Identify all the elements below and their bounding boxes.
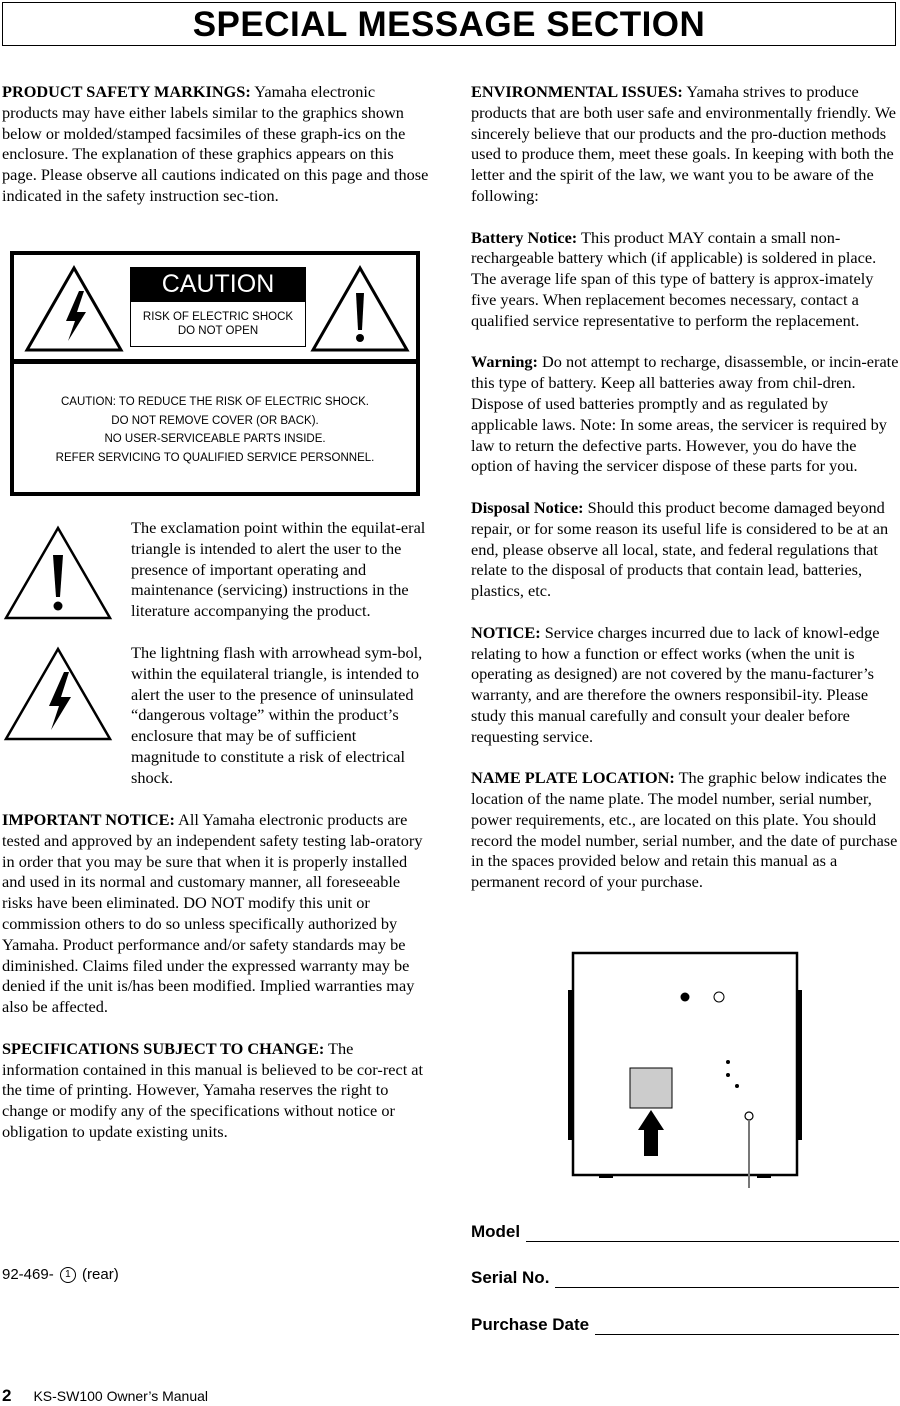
header-box xyxy=(2,2,896,46)
caution-subtitle-line-1: RISK OF ELECTRIC SHOCK xyxy=(142,311,294,323)
battery-text: This product MAY contain a small non-rechargeable battery which (if applicable) is soldered in place. The average life span of this type of battery is approx-imately five years. When replacement becomes necessary, contact a qualified service representative to perform the replacement. xyxy=(471,227,877,330)
left-column-lower xyxy=(2,810,430,1164)
caution-subtitle-line-2: DO NOT OPEN xyxy=(177,325,259,337)
important-notice-heading: IMPORTANT NOTICE: xyxy=(2,810,175,829)
purchase-date-field xyxy=(471,1315,899,1335)
environmental-text: Yamaha strives to produce products that are both user safe and environmentally friendly. We sincerely believe that our products and the pro-duction methods used to produce them, meet these goals. In keeping with both the letter and the spirit of the law, we want you to be aware of the following: xyxy=(471,82,897,205)
caution-line-2: DO NOT REMOVE COVER (OR BACK). xyxy=(111,414,319,427)
nameplate-location-illustration xyxy=(565,950,805,1195)
code-prefix: 92-469- xyxy=(2,1266,54,1283)
caution-line-1: CAUTION: TO REDUCE THE RISK OF ELECTRIC SHOCK. xyxy=(61,396,369,408)
environmental-heading: ENVIRONMENTAL ISSUES: xyxy=(471,82,683,101)
important-notice-paragraph xyxy=(2,810,430,1018)
specifications-paragraph xyxy=(2,1039,430,1143)
disposal-heading: Disposal Notice: xyxy=(471,497,584,517)
product-safety-text: Yamaha electronic products may have either labels similar to the graphics shown below or molded/stamped facsimiles of these graph-ics on the enclosure. The explanation of these graphics appears on this page. Please observe all cautions indicated on this page and those indicated in the safety instruction sec-tion. xyxy=(2,82,429,205)
product-safety-heading: PRODUCT SAFETY MARKINGS: xyxy=(2,82,251,101)
nameplate-heading: NAME PLATE LOCATION: xyxy=(471,768,675,788)
exclamation-description: The exclamation point within the equilat-eral triangle is intended to alert the user to the presence of important operating and maintenance (servicing) instructions in the literature accompanying the product. xyxy=(131,518,426,621)
caution-label xyxy=(10,251,420,496)
document-code xyxy=(2,1266,119,1283)
manual-title: KS-SW100 Owner’s Manual xyxy=(33,1388,209,1404)
model-label: Model xyxy=(471,1222,521,1241)
purchase-date-label: Purchase Date xyxy=(471,1315,590,1334)
environmental-paragraph xyxy=(471,82,899,207)
caution-label-top xyxy=(14,255,416,359)
page-footer xyxy=(2,1386,208,1406)
right-column xyxy=(471,82,899,914)
specifications-text: The information contained in this manual is believed to be cor-rect at the time of printing. However, Yamaha reserves the right to change or modify any of the specifications without notice or obligation to update existing units. xyxy=(2,1038,424,1141)
nameplate-text: The graphic below indicates the location of the name plate. The model number, serial number, power requirements, etc., are located on this plate. You should record the model number, serial number, and the date of purchase in the spaces provided below and retain this manual as a permanent record of your purchase. xyxy=(471,768,898,892)
serial-field xyxy=(471,1268,899,1288)
model-blank-line xyxy=(526,1227,899,1242)
lightning-triangle-icon xyxy=(24,265,124,353)
product-safety-paragraph xyxy=(2,82,430,207)
serial-blank-line xyxy=(555,1273,899,1288)
warning-paragraph xyxy=(471,352,899,477)
caution-line-4: REFER SERVICING TO QUALIFIED SERVICE PERSONNEL. xyxy=(55,451,375,464)
caution-instructions xyxy=(14,393,416,467)
left-column xyxy=(2,82,430,228)
model-field xyxy=(471,1222,899,1242)
notice-paragraph xyxy=(471,623,899,748)
notice-heading: NOTICE: xyxy=(471,622,541,642)
exclamation-triangle-icon xyxy=(3,525,113,621)
warning-text: Do not attempt to recharge, disassemble, or incin-erate this type of battery. Keep all batteries away from chil-dren. Dispose of used batteries promptly and as regulated by applicable laws. Note: In some areas, the servicer is required by law to return the defective parts. However, you do have the option of having the servicer dispose of these parts for you. xyxy=(471,352,899,476)
code-suffix: (rear) xyxy=(82,1266,119,1283)
page-title: SPECIAL MESSAGE SECTION xyxy=(192,5,706,44)
exclamation-triangle-icon xyxy=(310,265,410,353)
disposal-paragraph xyxy=(471,498,899,602)
caution-subtitle xyxy=(130,301,306,347)
notice-text: Service charges incurred due to lack of knowl-edge relating to how a function or effect works (when the unit is operating as designed) are not covered by the manu-facturer’s warranty, and are therefore the owners responsibil-ity. Please study this manual carefully and consult your dealer before requesting service. xyxy=(471,622,880,746)
battery-paragraph xyxy=(471,228,899,332)
battery-heading: Battery Notice: xyxy=(471,227,578,247)
page-number: 2 xyxy=(2,1386,12,1405)
disposal-text: Should this product become damaged beyond repair, or for some reason its useful life is considered to be at an end, please observe all local, state, and federal regulations that relate to the disposal of products that contain lead, batteries, plastics, etc. xyxy=(471,497,889,601)
caution-title: CAUTION xyxy=(130,267,306,301)
code-circled-number: 1 xyxy=(60,1267,76,1283)
serial-label: Serial No. xyxy=(471,1268,550,1287)
lightning-description: The lightning flash with arrowhead sym-bol, within the equilateral triangle, is intended to alert the user to the presence of uninsulated “dangerous voltage” within the product’s enclosure that may be of sufficient magnitude to constitute a risk of electrical shock. xyxy=(131,643,423,787)
lightning-triangle-icon xyxy=(3,646,113,742)
caution-divider xyxy=(14,359,416,364)
important-notice-text: All Yamaha electronic products are tested and approved by an independent safety testing lab-oratory in order that you may be sure that when it is properly installed and used in its normal and customary manner, all foreseeable risks have been eliminated. DO NOT modify this unit or commission others to do so unless specifically authorized by Yamaha. Product performance and/or safety standards may be diminished. Claims filed under the expressed warranty may be denied if the unit is/has been modified. Implied warranties may also be affected. xyxy=(2,810,423,1017)
specifications-heading: SPECIFICATIONS SUBJECT TO CHANGE: xyxy=(2,1038,325,1058)
purchase-date-blank-line xyxy=(595,1320,899,1335)
nameplate-paragraph xyxy=(471,768,899,893)
caution-line-3: NO USER-SERVICEABLE PARTS INSIDE. xyxy=(104,433,326,445)
warning-heading: Warning: xyxy=(471,352,538,372)
